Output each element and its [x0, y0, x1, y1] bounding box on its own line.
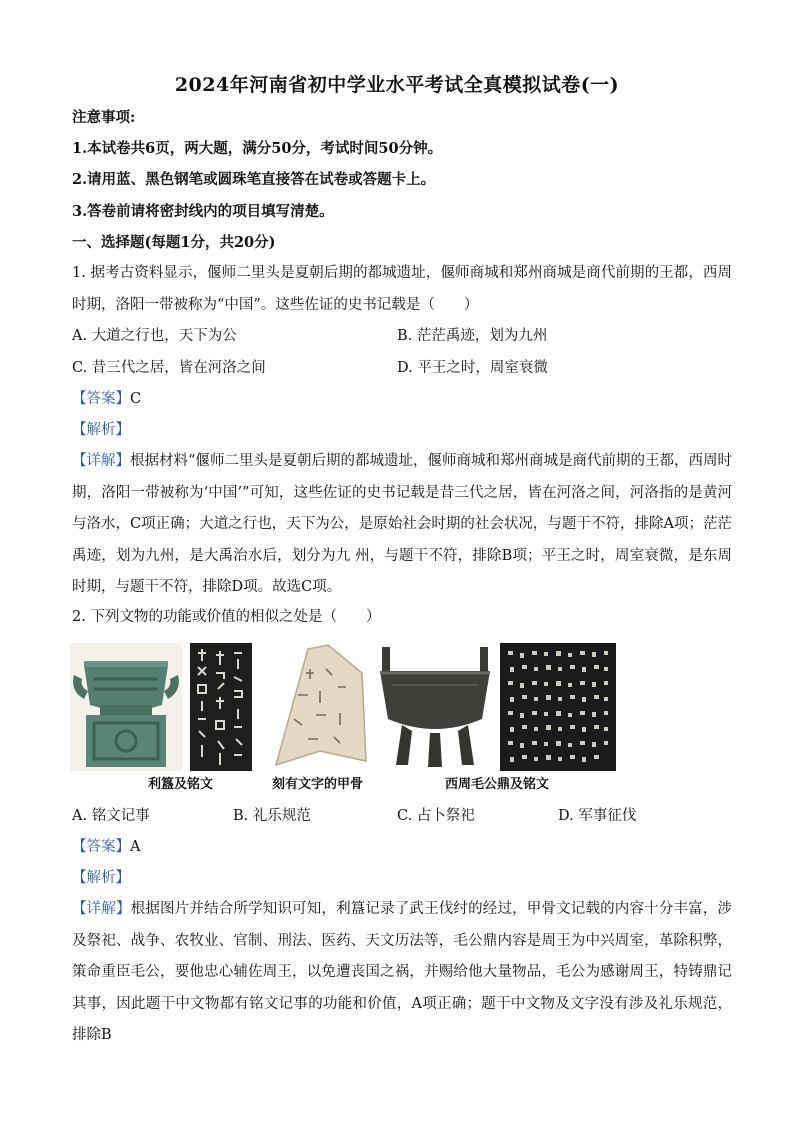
- q2-answer-tag: 【答案】: [72, 839, 130, 855]
- q1-detail: [72, 446, 732, 604]
- q2-option-d: D. 军事征伐: [558, 808, 637, 824]
- q2-answer: A: [130, 839, 141, 855]
- q1-option-c: C. 昔三代之居，皆在河洛之间: [72, 360, 266, 376]
- li-gui-vessel-image: [70, 643, 182, 771]
- q1-detail-tag: 【详解】: [72, 453, 131, 469]
- mao-gong-ding-inscription-image: [500, 643, 616, 771]
- q1-option-b: B. 茫茫禹迹，划为九州: [397, 328, 548, 344]
- q2-option-c: C. 占卜祭祀: [397, 808, 475, 824]
- li-gui-inscription-image: [190, 643, 252, 771]
- q2-answer-line: [72, 837, 140, 857]
- section-heading: 一、选择题(每题1分，共20分): [72, 234, 276, 251]
- notice-heading: 注意事项:: [72, 109, 136, 126]
- q2-option-a: A. 铭文记事: [72, 808, 150, 824]
- caption-mao-gong-ding: 西周毛公鼎及铭文: [445, 777, 550, 792]
- caption-li-gui: 利簋及铭文: [148, 777, 214, 792]
- q2-detail-tag: 【详解】: [72, 901, 131, 917]
- mao-gong-ding-image: [376, 643, 494, 771]
- q1-answer-tag: 【答案】: [72, 391, 130, 407]
- q2-stem: 2. 下列文物的功能或价值的相似之处是（ ）: [72, 609, 381, 625]
- q1-analysis-tag: 【解析】: [72, 422, 130, 438]
- oracle-bone-image: [268, 643, 370, 771]
- notice-item-3: 3.答卷前请将密封线内的项目填写清楚。: [72, 203, 334, 220]
- q2-detail-text: 根据图片并结合所学知识可知，利簋记录了武王伐纣的经过，甲骨文记载的内容十分丰富，涉及祭祀、战争、农牧业、官制、刑法、医药、天文历法等，毛公鼎内容是周王为中兴周室，革除积弊，策命重臣毛公，要他忠心辅佐周王，以免遭丧国之祸，并赐给他大量物品，毛公为感谢周王，特铸鼎记其事，因此题干中文物都有铭文记事的功能和价值，A项正确；题干中文物及文字没有涉及礼乐规范，排除B: [72, 901, 733, 1043]
- q1-answer: C: [130, 391, 142, 407]
- notice-item-2: 2.请用蓝、黑色钢笔或圆珠笔直接答在试卷或答题卡上。: [72, 171, 436, 188]
- q2-option-b: B. 礼乐规范: [233, 808, 311, 824]
- q1-stem: 1. 据考古资料显示，偃师二里头是夏朝后期的都城遗址，偃师商城和郑州商城是商代前期的王都，西周时期，洛阳一带被称为“中国”。这些佐证的史书记载是（ ）: [72, 265, 732, 313]
- q1-answer-line: [72, 389, 141, 409]
- q1-option-d: D. 平王之时，周室衰微: [397, 360, 548, 376]
- q2-analysis-tag: 【解析】: [72, 870, 130, 886]
- caption-oracle-bone: 刻有文字的甲骨: [272, 777, 364, 792]
- q1-detail-text: 根据材料“偃师二里头是夏朝后期的都城遗址，偃师商城和郑州商城是商代前期的王都，西周时期，洛阳一带被称为‘中国’”可知，这些佐证的史书记载是昔三代之居，皆在河洛之间，河洛指的是黄河与洛水，C项正确；大道之行也，天下为公，是原始社会时期的社会状况，与题干不符，排除A项；茫茫禹迹，划为九州，是大禹治水后，划分为九 州，与题干不符，排除B项；平王之时，周室衰微，是东周时期，与题干不符，排除D项。故选C项。: [72, 453, 732, 595]
- notice-item-1: 1.本试卷共6页，两大题，满分50分，考试时间50分钟。: [72, 140, 443, 157]
- exam-title: 2024年河南省初中学业水平考试全真模拟试卷(一): [174, 74, 620, 96]
- q1-option-a: A. 大道之行也，天下为公: [72, 328, 237, 344]
- q2-detail: [72, 894, 732, 1052]
